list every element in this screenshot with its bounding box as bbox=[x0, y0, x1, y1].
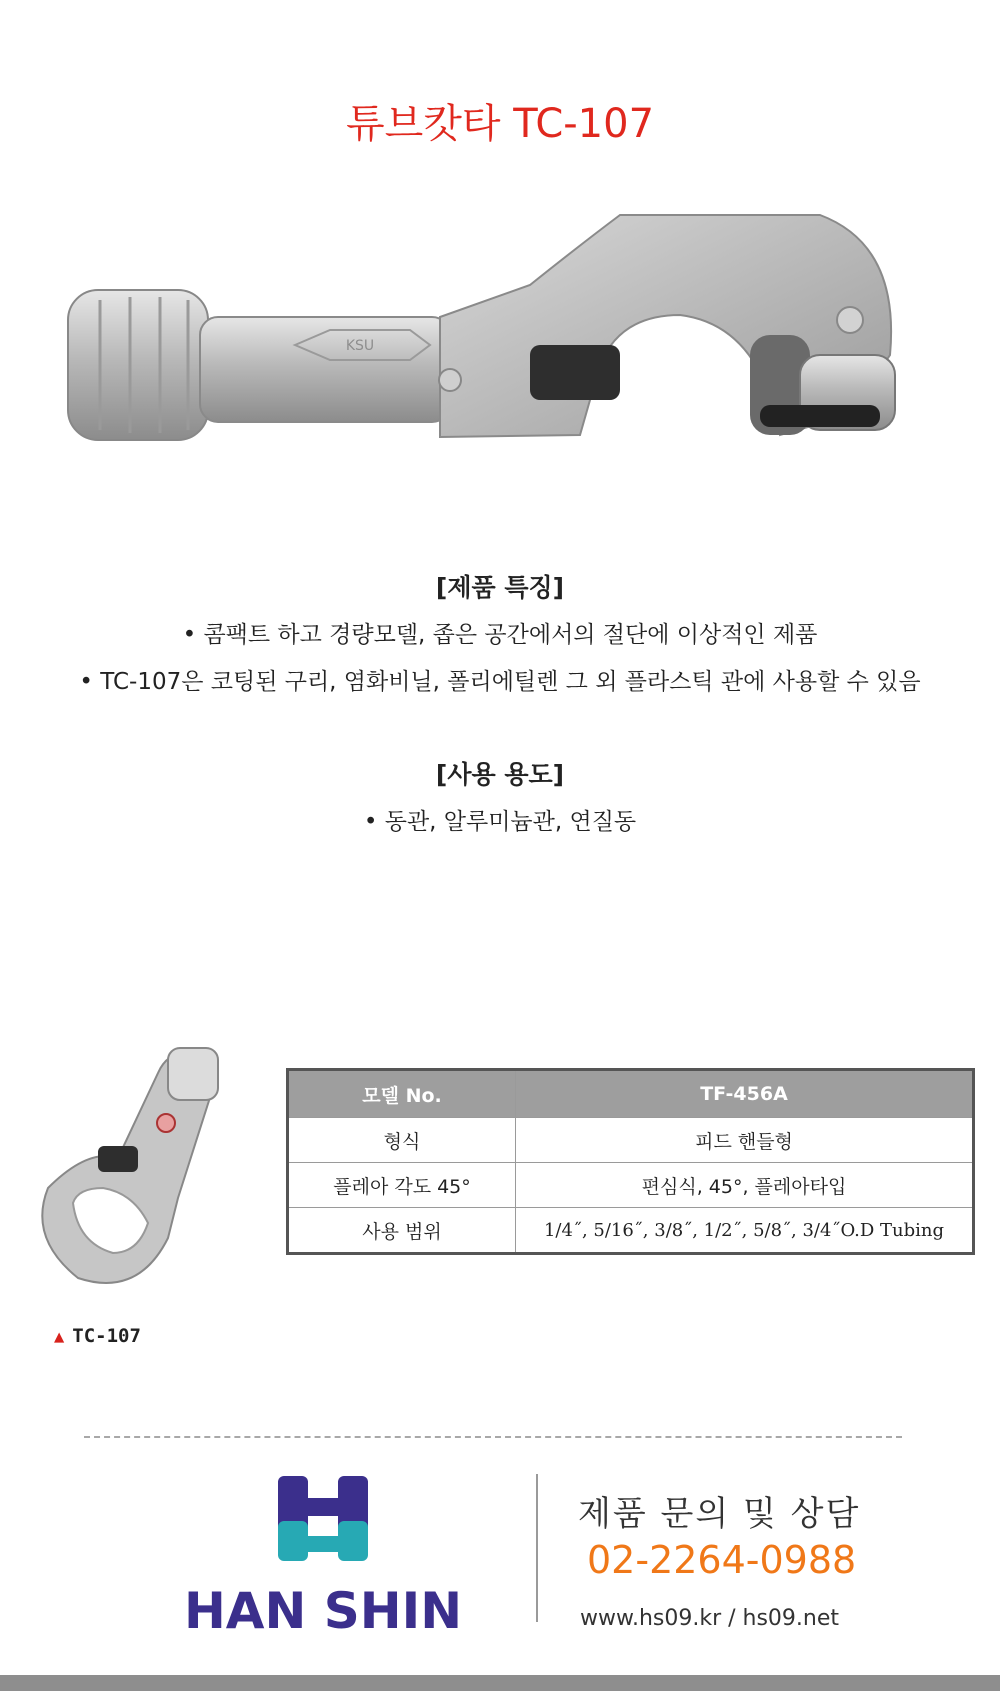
triangle-icon: ▲ bbox=[54, 1327, 65, 1347]
spec-label-cell: 플레아 각도 45° bbox=[288, 1163, 516, 1208]
han-shin-logo bbox=[148, 1476, 498, 1646]
spec-label-cell: 사용 범위 bbox=[288, 1208, 516, 1254]
spec-value-cell: 편심식, 45°, 플레아타입 bbox=[516, 1163, 974, 1208]
thumbnail-caption bbox=[54, 1325, 141, 1347]
dashed-divider bbox=[84, 1436, 902, 1438]
thumbnail-label: TC-107 bbox=[72, 1325, 141, 1347]
logo-text: HAN SHIN bbox=[183, 1582, 463, 1640]
brand-mark: KSU bbox=[345, 338, 375, 354]
vertical-divider bbox=[536, 1474, 538, 1622]
thumbnail-tube-cutter-image bbox=[18, 1028, 248, 1298]
spec-header-cell: TF-456A bbox=[516, 1070, 974, 1118]
contact-title: 제품 문의 및 상담 bbox=[578, 1494, 861, 1534]
feature-item-1: • 콤팩트 하고 경량모델, 좁은 공간에서의 절단에 이상적인 제품 bbox=[182, 622, 818, 648]
table-row bbox=[288, 1208, 974, 1254]
spec-label-cell: 형식 bbox=[288, 1118, 516, 1163]
tube-cutter-image bbox=[60, 205, 940, 505]
feature-item-2: • TC-107은 코팅된 구리, 염화비닐, 폴리에틸렌 그 외 플라스틱 관에 사용할 수 있음 bbox=[79, 669, 921, 695]
spec-value-cell: 1/4˝, 5/16˝, 3/8˝, 1/2˝, 5/8˝, 3/4˝O.D Tubing bbox=[516, 1208, 974, 1254]
spec-value-cell: 피드 핸들형 bbox=[516, 1118, 974, 1163]
usage-item-1: • 동관, 알루미늄관, 연질동 bbox=[363, 809, 637, 835]
spec-header-cell: 모델 No. bbox=[288, 1070, 516, 1118]
table-row bbox=[288, 1163, 974, 1208]
spec-table bbox=[286, 1068, 975, 1255]
page-title: 튜브캇타 TC-107 bbox=[345, 101, 655, 147]
features-heading: [제품 특징] bbox=[435, 573, 565, 602]
spec-table-header bbox=[288, 1070, 974, 1118]
table-row bbox=[288, 1118, 974, 1163]
contact-website[interactable]: www.hs09.kr / hs09.net bbox=[580, 1606, 840, 1631]
bottom-bar bbox=[0, 1675, 1000, 1691]
contact-phone[interactable]: 02-2264-0988 bbox=[587, 1538, 857, 1582]
usage-heading: [사용 용도] bbox=[435, 760, 565, 789]
